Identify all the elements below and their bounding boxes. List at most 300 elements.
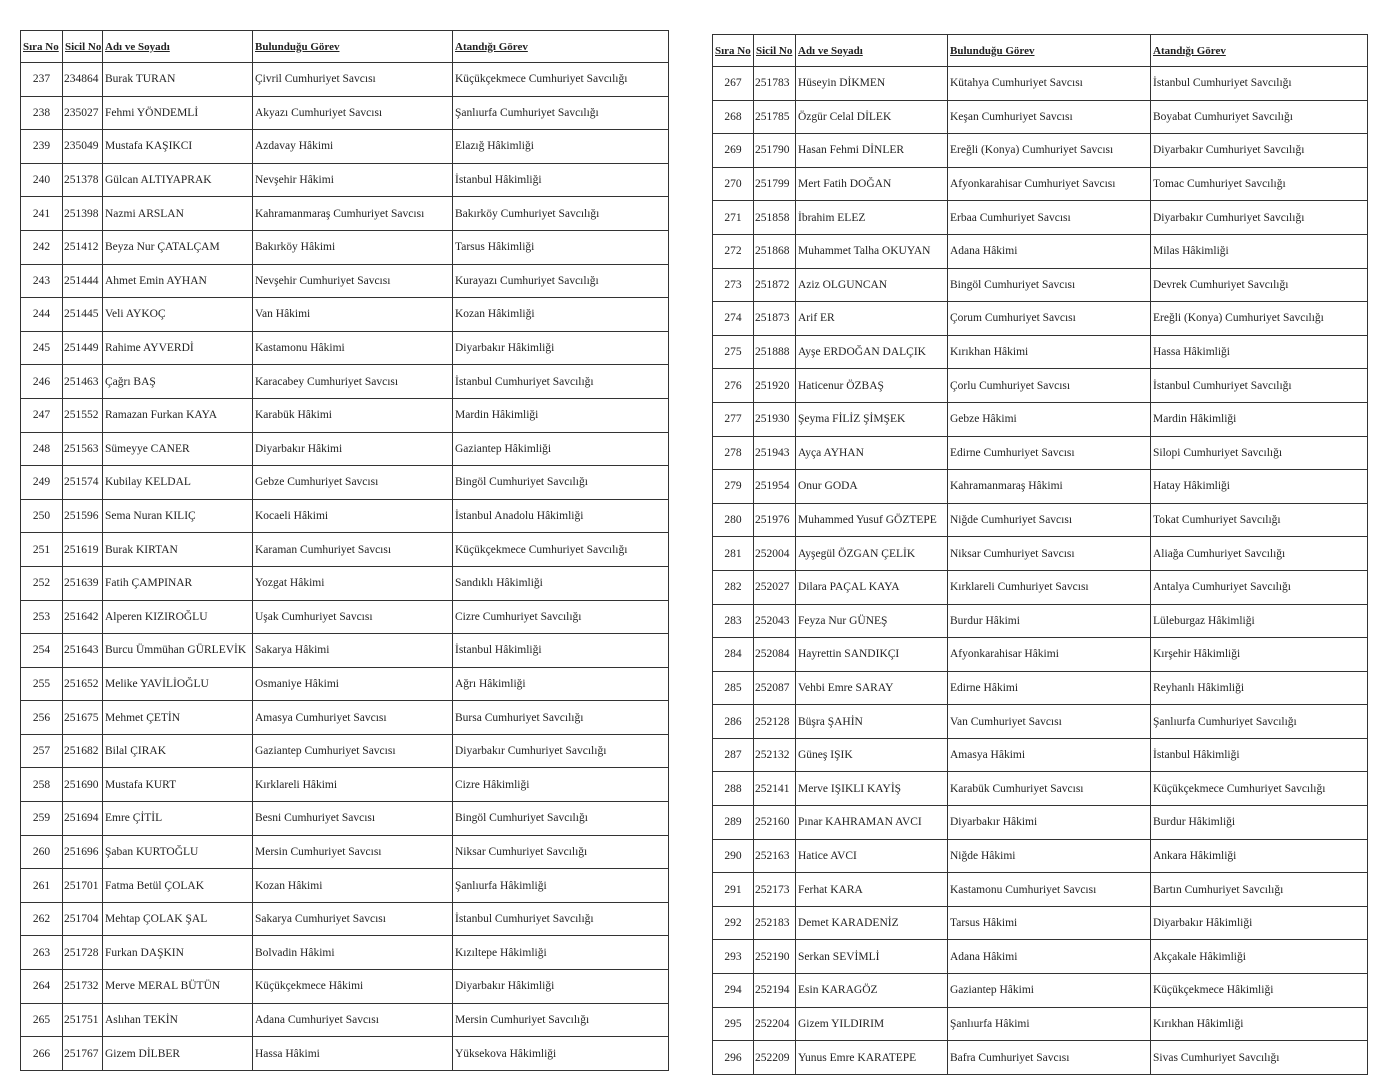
table-row: [713, 470, 1368, 504]
cell-sira-no: 295: [713, 1007, 754, 1041]
cell-sicil-no: 251868: [754, 234, 796, 268]
cell-name: Demet KARADENİZ: [796, 906, 948, 940]
cell-assigned-post: Tomac Cumhuriyet Savcılığı: [1151, 167, 1368, 201]
cell-sira-no: 288: [713, 772, 754, 806]
cell-current-post: Gebze Hâkimi: [948, 402, 1151, 436]
cell-current-post: Bolvadin Hâkimi: [253, 936, 453, 970]
table-row: [21, 701, 669, 735]
cell-current-post: Adana Cumhuriyet Savcısı: [253, 1003, 453, 1037]
cell-current-post: Mersin Cumhuriyet Savcısı: [253, 835, 453, 869]
cell-name: Mehmet ÇETİN: [103, 701, 253, 735]
cell-current-post: Adana Hâkimi: [948, 234, 1151, 268]
cell-name: Burcu Ümmühan GÜRLEVİK: [103, 634, 253, 668]
cell-sicil-no: 251785: [754, 100, 796, 134]
cell-sira-no: 237: [21, 63, 63, 97]
cell-sira-no: 280: [713, 503, 754, 537]
cell-name: Burak TURAN: [103, 63, 253, 97]
cell-sira-no: 290: [713, 839, 754, 873]
cell-sicil-no: 251574: [63, 466, 103, 500]
header-name: Adı ve Soyadı: [103, 31, 253, 63]
cell-sira-no: 275: [713, 335, 754, 369]
cell-sira-no: 283: [713, 604, 754, 638]
cell-assigned-post: Kızıltepe Hâkimliği: [453, 936, 669, 970]
cell-assigned-post: Niksar Cumhuriyet Savcılığı: [453, 835, 669, 869]
cell-sicil-no: 252194: [754, 974, 796, 1008]
cell-sicil-no: 251696: [63, 835, 103, 869]
cell-sicil-no: 252043: [754, 604, 796, 638]
cell-name: Büşra ŞAHİN: [796, 705, 948, 739]
cell-current-post: Bafra Cumhuriyet Savcısı: [948, 1041, 1151, 1075]
table-row: [713, 335, 1368, 369]
cell-sira-no: 243: [21, 264, 63, 298]
cell-sicil-no: 251398: [63, 197, 103, 231]
table-row: [21, 970, 669, 1004]
cell-name: Kubilay KELDAL: [103, 466, 253, 500]
cell-sicil-no: 251682: [63, 734, 103, 768]
cell-sicil-no: 251888: [754, 335, 796, 369]
cell-name: Şeyma FİLİZ ŞİMŞEK: [796, 402, 948, 436]
cell-sicil-no: 251930: [754, 402, 796, 436]
cell-current-post: Niğde Hâkimi: [948, 839, 1151, 873]
cell-name: Hatice AVCI: [796, 839, 948, 873]
header-sira-no: Sıra No: [21, 31, 63, 63]
cell-assigned-post: Diyarbakır Cumhuriyet Savcılığı: [453, 734, 669, 768]
cell-sira-no: 259: [21, 802, 63, 836]
cell-sicil-no: 251943: [754, 436, 796, 470]
cell-assigned-post: Kırşehir Hâkimliği: [1151, 638, 1368, 672]
cell-current-post: Ereğli (Konya) Cumhuriyet Savcısı: [948, 134, 1151, 168]
cell-current-post: Şanlıurfa Hâkimi: [948, 1007, 1151, 1041]
cell-name: Haticenur ÖZBAŞ: [796, 369, 948, 403]
cell-assigned-post: İstanbul Hâkimliği: [1151, 738, 1368, 772]
cell-current-post: Kırklareli Cumhuriyet Savcısı: [948, 570, 1151, 604]
cell-assigned-post: Küçükçekmece Hâkimliği: [1151, 974, 1368, 1008]
cell-sira-no: 244: [21, 298, 63, 332]
cell-sira-no: 267: [713, 67, 754, 101]
cell-current-post: Kocaeli Hâkimi: [253, 499, 453, 533]
table-header-row: [21, 31, 669, 63]
cell-assigned-post: Akçakale Hâkimliği: [1151, 940, 1368, 974]
header-current-post: Bulunduğu Görev: [253, 31, 453, 63]
cell-name: Esin KARAGÖZ: [796, 974, 948, 1008]
table-row: [21, 936, 669, 970]
table-row: [713, 738, 1368, 772]
cell-sira-no: 282: [713, 570, 754, 604]
cell-current-post: Van Hâkimi: [253, 298, 453, 332]
table-row: [21, 634, 669, 668]
cell-assigned-post: Yüksekova Hâkimliği: [453, 1037, 669, 1071]
cell-current-post: Besni Cumhuriyet Savcısı: [253, 802, 453, 836]
table-row: [21, 533, 669, 567]
cell-current-post: Erbaa Cumhuriyet Savcısı: [948, 201, 1151, 235]
cell-sira-no: 252: [21, 566, 63, 600]
cell-sira-no: 294: [713, 974, 754, 1008]
table-row: [21, 768, 669, 802]
cell-sicil-no: 251596: [63, 499, 103, 533]
cell-name: Gizem YILDIRIM: [796, 1007, 948, 1041]
cell-sira-no: 284: [713, 638, 754, 672]
cell-sicil-no: 252004: [754, 537, 796, 571]
cell-current-post: Kırıkhan Hâkimi: [948, 335, 1151, 369]
cell-sicil-no: 252128: [754, 705, 796, 739]
cell-sira-no: 277: [713, 402, 754, 436]
cell-name: Alperen KIZIROĞLU: [103, 600, 253, 634]
cell-sicil-no: 251642: [63, 600, 103, 634]
cell-name: Furkan DAŞKIN: [103, 936, 253, 970]
cell-current-post: Kırklareli Hâkimi: [253, 768, 453, 802]
table-row: [21, 902, 669, 936]
cell-sira-no: 276: [713, 369, 754, 403]
cell-sira-no: 239: [21, 130, 63, 164]
cell-assigned-post: Reyhanlı Hâkimliği: [1151, 671, 1368, 705]
cell-assigned-post: Ankara Hâkimliği: [1151, 839, 1368, 873]
table-row: [713, 940, 1368, 974]
cell-current-post: Adana Hâkimi: [948, 940, 1151, 974]
cell-current-post: Çorlu Cumhuriyet Savcısı: [948, 369, 1151, 403]
cell-assigned-post: Küçükçekmece Cumhuriyet Savcılığı: [1151, 772, 1368, 806]
cell-name: Feyza Nur GÜNEŞ: [796, 604, 948, 638]
cell-name: Muhammed Yusuf GÖZTEPE: [796, 503, 948, 537]
cell-name: Mehtap ÇOLAK ŞAL: [103, 902, 253, 936]
cell-sira-no: 263: [21, 936, 63, 970]
cell-sicil-no: 251378: [63, 163, 103, 197]
cell-sira-no: 260: [21, 835, 63, 869]
cell-sira-no: 265: [21, 1003, 63, 1037]
cell-current-post: Afyonkarahisar Cumhuriyet Savcısı: [948, 167, 1151, 201]
cell-sicil-no: 252141: [754, 772, 796, 806]
cell-assigned-post: Tokat Cumhuriyet Savcılığı: [1151, 503, 1368, 537]
cell-name: Şaban KURTOĞLU: [103, 835, 253, 869]
cell-name: Arif ER: [796, 302, 948, 336]
cell-name: Ferhat KARA: [796, 873, 948, 907]
cell-sira-no: 255: [21, 667, 63, 701]
cell-sicil-no: 252027: [754, 570, 796, 604]
cell-assigned-post: Diyarbakır Hâkimliği: [453, 331, 669, 365]
appointments-table-left: [20, 30, 669, 1071]
cell-name: Dilara PAÇAL KAYA: [796, 570, 948, 604]
cell-assigned-post: Milas Hâkimliği: [1151, 234, 1368, 268]
cell-sira-no: 245: [21, 331, 63, 365]
cell-name: Ramazan Furkan KAYA: [103, 398, 253, 432]
cell-assigned-post: Silopi Cumhuriyet Savcılığı: [1151, 436, 1368, 470]
table-row: [21, 1037, 669, 1071]
cell-name: Hasan Fehmi DİNLER: [796, 134, 948, 168]
cell-sicil-no: 251732: [63, 970, 103, 1004]
table-row: [21, 197, 669, 231]
cell-name: Ayşegül ÖZGAN ÇELİK: [796, 537, 948, 571]
cell-sicil-no: 252084: [754, 638, 796, 672]
cell-assigned-post: Diyarbakır Hâkimliği: [1151, 906, 1368, 940]
cell-sicil-no: 252183: [754, 906, 796, 940]
cell-assigned-post: Boyabat Cumhuriyet Savcılığı: [1151, 100, 1368, 134]
cell-name: Veli AYKOÇ: [103, 298, 253, 332]
cell-name: Aslıhan TEKİN: [103, 1003, 253, 1037]
cell-assigned-post: Ağrı Hâkimliği: [453, 667, 669, 701]
cell-sicil-no: 252132: [754, 738, 796, 772]
table-row: [713, 638, 1368, 672]
cell-assigned-post: Burdur Hâkimliği: [1151, 806, 1368, 840]
cell-assigned-post: İstanbul Cumhuriyet Savcılığı: [1151, 369, 1368, 403]
table-row: [21, 566, 669, 600]
cell-current-post: Amasya Hâkimi: [948, 738, 1151, 772]
cell-sicil-no: 251728: [63, 936, 103, 970]
cell-sicil-no: 252204: [754, 1007, 796, 1041]
cell-assigned-post: Diyarbakır Hâkimliği: [453, 970, 669, 1004]
cell-name: Burak KIRTAN: [103, 533, 253, 567]
cell-name: Bilal ÇIRAK: [103, 734, 253, 768]
table-row: [21, 230, 669, 264]
cell-name: Nazmi ARSLAN: [103, 197, 253, 231]
cell-current-post: Kastamonu Cumhuriyet Savcısı: [948, 873, 1151, 907]
cell-sira-no: 240: [21, 163, 63, 197]
cell-sicil-no: 251920: [754, 369, 796, 403]
table-row: [713, 302, 1368, 336]
cell-current-post: Nevşehir Hâkimi: [253, 163, 453, 197]
cell-sicil-no: 251694: [63, 802, 103, 836]
cell-current-post: Karabük Hâkimi: [253, 398, 453, 432]
cell-current-post: Çivril Cumhuriyet Savcısı: [253, 63, 453, 97]
cell-assigned-post: Lüleburgaz Hâkimliği: [1151, 604, 1368, 638]
cell-assigned-post: Tarsus Hâkimliği: [453, 230, 669, 264]
table-row: [21, 365, 669, 399]
table-row: [21, 264, 669, 298]
cell-sicil-no: 251463: [63, 365, 103, 399]
cell-sira-no: 257: [21, 734, 63, 768]
cell-sicil-no: 251444: [63, 264, 103, 298]
table-row: [21, 96, 669, 130]
table-row: [713, 1041, 1368, 1075]
cell-sira-no: 246: [21, 365, 63, 399]
table-row: [713, 167, 1368, 201]
table-header-row: [713, 35, 1368, 67]
cell-assigned-post: Bingöl Cumhuriyet Savcılığı: [453, 466, 669, 500]
cell-name: Sümeyye CANER: [103, 432, 253, 466]
cell-assigned-post: Ereğli (Konya) Cumhuriyet Savcılığı: [1151, 302, 1368, 336]
cell-sira-no: 268: [713, 100, 754, 134]
cell-assigned-post: Bingöl Cumhuriyet Savcılığı: [453, 802, 669, 836]
cell-sira-no: 279: [713, 470, 754, 504]
table-body: [21, 63, 669, 1071]
cell-current-post: Karacabey Cumhuriyet Savcısı: [253, 365, 453, 399]
cell-sicil-no: 251767: [63, 1037, 103, 1071]
cell-sira-no: 296: [713, 1041, 754, 1075]
cell-sira-no: 248: [21, 432, 63, 466]
cell-sicil-no: 251690: [63, 768, 103, 802]
cell-name: Fatih ÇAMPINAR: [103, 566, 253, 600]
cell-sicil-no: 251412: [63, 230, 103, 264]
table-row: [21, 298, 669, 332]
table-row: [713, 268, 1368, 302]
table-row: [21, 835, 669, 869]
cell-name: Emre ÇİTİL: [103, 802, 253, 836]
table-row: [21, 130, 669, 164]
cell-sicil-no: 251704: [63, 902, 103, 936]
cell-name: Yunus Emre KARATEPE: [796, 1041, 948, 1075]
cell-current-post: Afyonkarahisar Hâkimi: [948, 638, 1151, 672]
cell-sira-no: 238: [21, 96, 63, 130]
cell-assigned-post: Aliağa Cumhuriyet Savcılığı: [1151, 537, 1368, 571]
cell-sira-no: 289: [713, 806, 754, 840]
header-assigned-post: Atandığı Görev: [1151, 35, 1368, 67]
cell-sicil-no: 251619: [63, 533, 103, 567]
cell-sicil-no: 251751: [63, 1003, 103, 1037]
cell-name: Rahime AYVERDİ: [103, 331, 253, 365]
cell-sira-no: 292: [713, 906, 754, 940]
cell-name: Vehbi Emre SARAY: [796, 671, 948, 705]
cell-sicil-no: 251790: [754, 134, 796, 168]
cell-assigned-post: Sandıklı Hâkimliği: [453, 566, 669, 600]
cell-current-post: Edirne Cumhuriyet Savcısı: [948, 436, 1151, 470]
cell-name: Serkan SEVİMLİ: [796, 940, 948, 974]
cell-sicil-no: 251701: [63, 869, 103, 903]
cell-current-post: Edirne Hâkimi: [948, 671, 1151, 705]
cell-name: Hüseyin DİKMEN: [796, 67, 948, 101]
cell-sira-no: 269: [713, 134, 754, 168]
cell-current-post: Van Cumhuriyet Savcısı: [948, 705, 1151, 739]
header-current-post: Bulunduğu Görev: [948, 35, 1151, 67]
cell-assigned-post: Kozan Hâkimliği: [453, 298, 669, 332]
cell-assigned-post: İstanbul Cumhuriyet Savcılığı: [453, 902, 669, 936]
cell-sira-no: 266: [21, 1037, 63, 1071]
cell-sira-no: 273: [713, 268, 754, 302]
cell-sicil-no: 252160: [754, 806, 796, 840]
cell-name: Ayça AYHAN: [796, 436, 948, 470]
table-row: [21, 432, 669, 466]
table-row: [713, 906, 1368, 940]
cell-current-post: Küçükçekmece Hâkimi: [253, 970, 453, 1004]
cell-assigned-post: Bakırköy Cumhuriyet Savcılığı: [453, 197, 669, 231]
cell-name: Merve IŞIKLI KAYİŞ: [796, 772, 948, 806]
table-row: [21, 734, 669, 768]
cell-sira-no: 261: [21, 869, 63, 903]
table-row: [713, 806, 1368, 840]
table-row: [713, 436, 1368, 470]
cell-name: Mert Fatih DOĞAN: [796, 167, 948, 201]
table-row: [21, 331, 669, 365]
cell-sicil-no: 251799: [754, 167, 796, 201]
cell-current-post: Burdur Hâkimi: [948, 604, 1151, 638]
cell-sira-no: 274: [713, 302, 754, 336]
cell-sicil-no: 252087: [754, 671, 796, 705]
table-row: [21, 63, 669, 97]
header-name: Adı ve Soyadı: [796, 35, 948, 67]
cell-current-post: Yozgat Hâkimi: [253, 566, 453, 600]
cell-sicil-no: 252209: [754, 1041, 796, 1075]
cell-sira-no: 285: [713, 671, 754, 705]
cell-assigned-post: Mersin Cumhuriyet Savcılığı: [453, 1003, 669, 1037]
table-body: [713, 67, 1368, 1075]
cell-assigned-post: Mardin Hâkimliği: [1151, 402, 1368, 436]
cell-name: Aziz OLGUNCAN: [796, 268, 948, 302]
cell-sira-no: 287: [713, 738, 754, 772]
table-row: [21, 600, 669, 634]
table-row: [21, 802, 669, 836]
cell-sira-no: 293: [713, 940, 754, 974]
table-row: [713, 974, 1368, 1008]
header-sicil-no: Sicil No: [63, 31, 103, 63]
cell-sicil-no: 235027: [63, 96, 103, 130]
header-assigned-post: Atandığı Görev: [453, 31, 669, 63]
cell-assigned-post: İstanbul Hâkimliği: [453, 634, 669, 668]
cell-current-post: Kahramanmaraş Hâkimi: [948, 470, 1151, 504]
cell-current-post: Gaziantep Hâkimi: [948, 974, 1151, 1008]
cell-current-post: Gebze Cumhuriyet Savcısı: [253, 466, 453, 500]
table-row: [21, 869, 669, 903]
cell-assigned-post: İstanbul Hâkimliği: [453, 163, 669, 197]
cell-name: Muhammet Talha OKUYAN: [796, 234, 948, 268]
table-row: [21, 667, 669, 701]
cell-assigned-post: Cizre Hâkimliği: [453, 768, 669, 802]
cell-sira-no: 281: [713, 537, 754, 571]
cell-sicil-no: 251563: [63, 432, 103, 466]
cell-current-post: Akyazı Cumhuriyet Savcısı: [253, 96, 453, 130]
cell-sicil-no: 251976: [754, 503, 796, 537]
table-row: [21, 466, 669, 500]
table-row: [21, 163, 669, 197]
table-row: [713, 503, 1368, 537]
header-sira-no: Sıra No: [713, 35, 754, 67]
cell-current-post: Çorum Cumhuriyet Savcısı: [948, 302, 1151, 336]
table-row: [713, 134, 1368, 168]
cell-current-post: Gaziantep Cumhuriyet Savcısı: [253, 734, 453, 768]
cell-name: Melike YAVİLİOĞLU: [103, 667, 253, 701]
cell-current-post: Bingöl Cumhuriyet Savcısı: [948, 268, 1151, 302]
cell-name: Fatma Betül ÇOLAK: [103, 869, 253, 903]
cell-name: Mustafa KAŞIKCI: [103, 130, 253, 164]
cell-name: Sema Nuran KILIÇ: [103, 499, 253, 533]
cell-assigned-post: Şanlıurfa Hâkimliği: [453, 869, 669, 903]
table-row: [713, 604, 1368, 638]
cell-sira-no: 254: [21, 634, 63, 668]
cell-sicil-no: 235049: [63, 130, 103, 164]
cell-name: Çağrı BAŞ: [103, 365, 253, 399]
cell-sicil-no: 251652: [63, 667, 103, 701]
cell-sira-no: 270: [713, 167, 754, 201]
table-row: [713, 671, 1368, 705]
cell-current-post: Bakırköy Hâkimi: [253, 230, 453, 264]
cell-sicil-no: 251783: [754, 67, 796, 101]
cell-assigned-post: Sivas Cumhuriyet Savcılığı: [1151, 1041, 1368, 1075]
table-row: [713, 234, 1368, 268]
cell-sira-no: 286: [713, 705, 754, 739]
cell-sira-no: 278: [713, 436, 754, 470]
cell-sira-no: 271: [713, 201, 754, 235]
cell-name: Hayrettin SANDIKÇI: [796, 638, 948, 672]
table-row: [21, 1003, 669, 1037]
cell-assigned-post: Hatay Hâkimliği: [1151, 470, 1368, 504]
cell-sira-no: 291: [713, 873, 754, 907]
cell-current-post: Amasya Cumhuriyet Savcısı: [253, 701, 453, 735]
cell-assigned-post: Cizre Cumhuriyet Savcılığı: [453, 600, 669, 634]
table-row: [713, 537, 1368, 571]
cell-sicil-no: 252173: [754, 873, 796, 907]
cell-current-post: Tarsus Hâkimi: [948, 906, 1151, 940]
table-row: [21, 499, 669, 533]
cell-sicil-no: 251675: [63, 701, 103, 735]
appointments-table-right: [712, 34, 1368, 1075]
cell-name: Mustafa KURT: [103, 768, 253, 802]
cell-sicil-no: 252163: [754, 839, 796, 873]
cell-name: Ayşe ERDOĞAN DALÇIK: [796, 335, 948, 369]
cell-name: Pınar KAHRAMAN AVCI: [796, 806, 948, 840]
cell-current-post: Niğde Cumhuriyet Savcısı: [948, 503, 1151, 537]
cell-sira-no: 249: [21, 466, 63, 500]
cell-current-post: Sakarya Cumhuriyet Savcısı: [253, 902, 453, 936]
cell-sicil-no: 251552: [63, 398, 103, 432]
cell-name: Ahmet Emin AYHAN: [103, 264, 253, 298]
table-row: [21, 398, 669, 432]
cell-current-post: Kastamonu Hâkimi: [253, 331, 453, 365]
